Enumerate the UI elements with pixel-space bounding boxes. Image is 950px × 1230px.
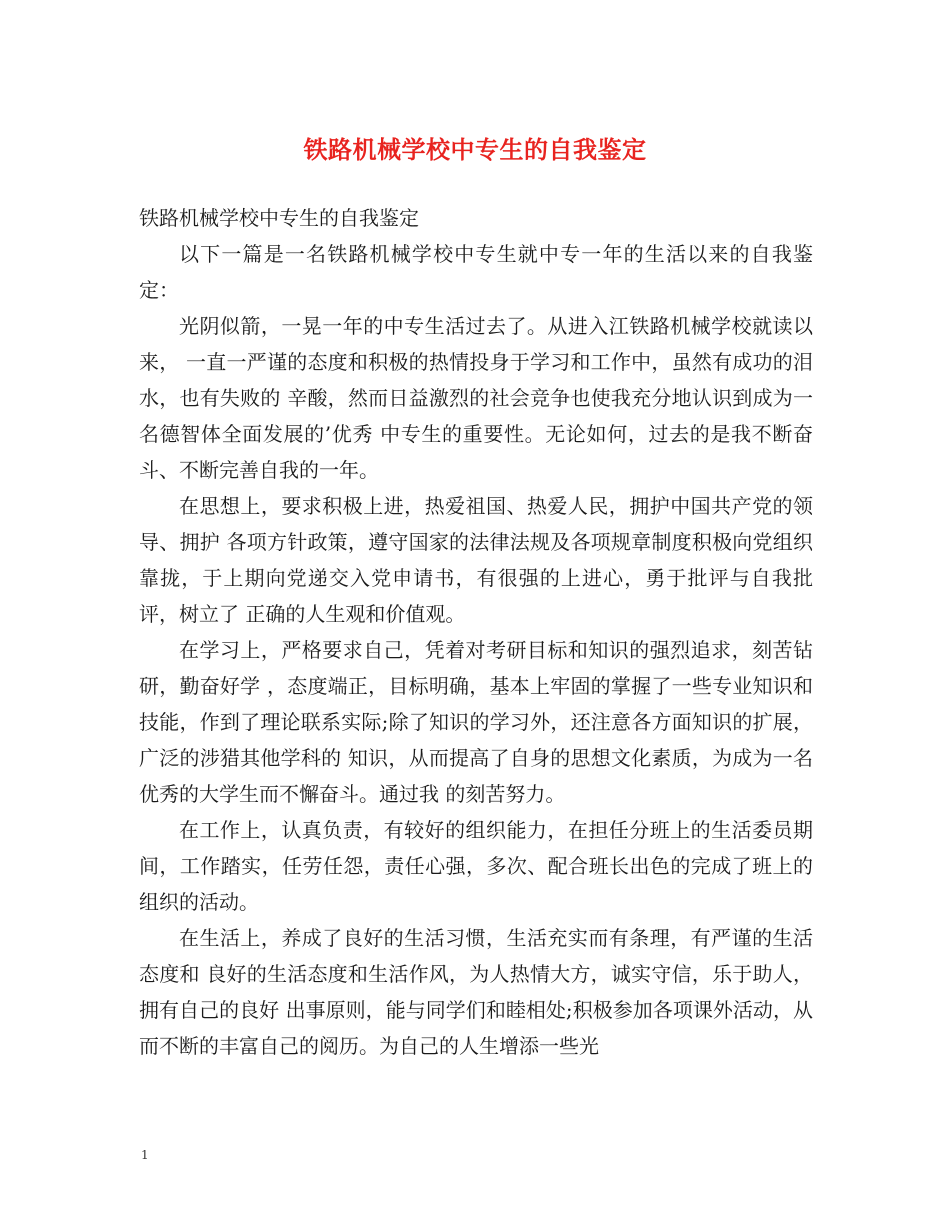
paragraph-life: 在生活上，养成了良好的生活习惯，生活充实而有条理，有严谨的生活态度和 良好的生活态度和生活作风，为人热情大方，诚实守信，乐于助人，拥有自己的良好 出事原则，能与同学们和睦相处;积极参加各项课外活动，从而不断的丰富自己的阅历。为自己的人生增添一些光 — [139, 926, 813, 1058]
document-title: 铁路机械学校中专生的自我鉴定 — [303, 135, 647, 164]
paragraph-overview: 光阴似箭，一晃一年的中专生活过去了。从进入江铁路机械学校就读以来， 一直一严谨的态度和积极的热情投身于学习和工作中，虽然有成功的泪水，也有失败的 辛酸，然而日益激烈的社会竞争也使我充分地认识到成为一名德智体全面发展的’优秀 中专生的重要性。无论如何，过去的是我不断奋斗、不断完善自我的一年。 — [139, 314, 813, 482]
paragraph-study: 在学习上，严格要求自己，凭着对考研目标和知识的强烈追求，刻苦钻研，勤奋好学 ，态度端正，目标明确，基本上牢固的掌握了一些专业知识和技能，作到了理论联系实际;除了知识的学习外，还注意各方面知识的扩展，广泛的涉猎其他学科的 知识，从而提高了自身的思想文化素质，为成为一名优秀的大学生而不懈奋斗。通过我 的刻苦努力。 — [139, 638, 813, 806]
body-heading: 铁路机械学校中专生的自我鉴定 — [139, 206, 419, 230]
paragraph-work: 在工作上，认真负责，有较好的组织能力，在担任分班上的生活委员期间，工作踏实，任劳任怨，责任心强，多次、配合班长出色的完成了班上的组织的活动。 — [139, 818, 813, 914]
paragraph-ideology: 在思想上，要求积极上进，热爱祖国、热爱人民，拥护中国共产党的领导、拥护 各项方针政策，遵守国家的法律法规及各项规章制度积极向党组织靠拢，于上期向党递交入党申请书，有很强的上进心，勇于批评与自我批评，树立了 正确的人生观和价值观。 — [139, 494, 813, 626]
document-body — [139, 200, 813, 1064]
paragraph-intro: 以下一篇是一名铁路机械学校中专生就中专一年的生活以来的自我鉴定： — [139, 242, 813, 302]
page-number: 1 — [141, 1148, 149, 1162]
